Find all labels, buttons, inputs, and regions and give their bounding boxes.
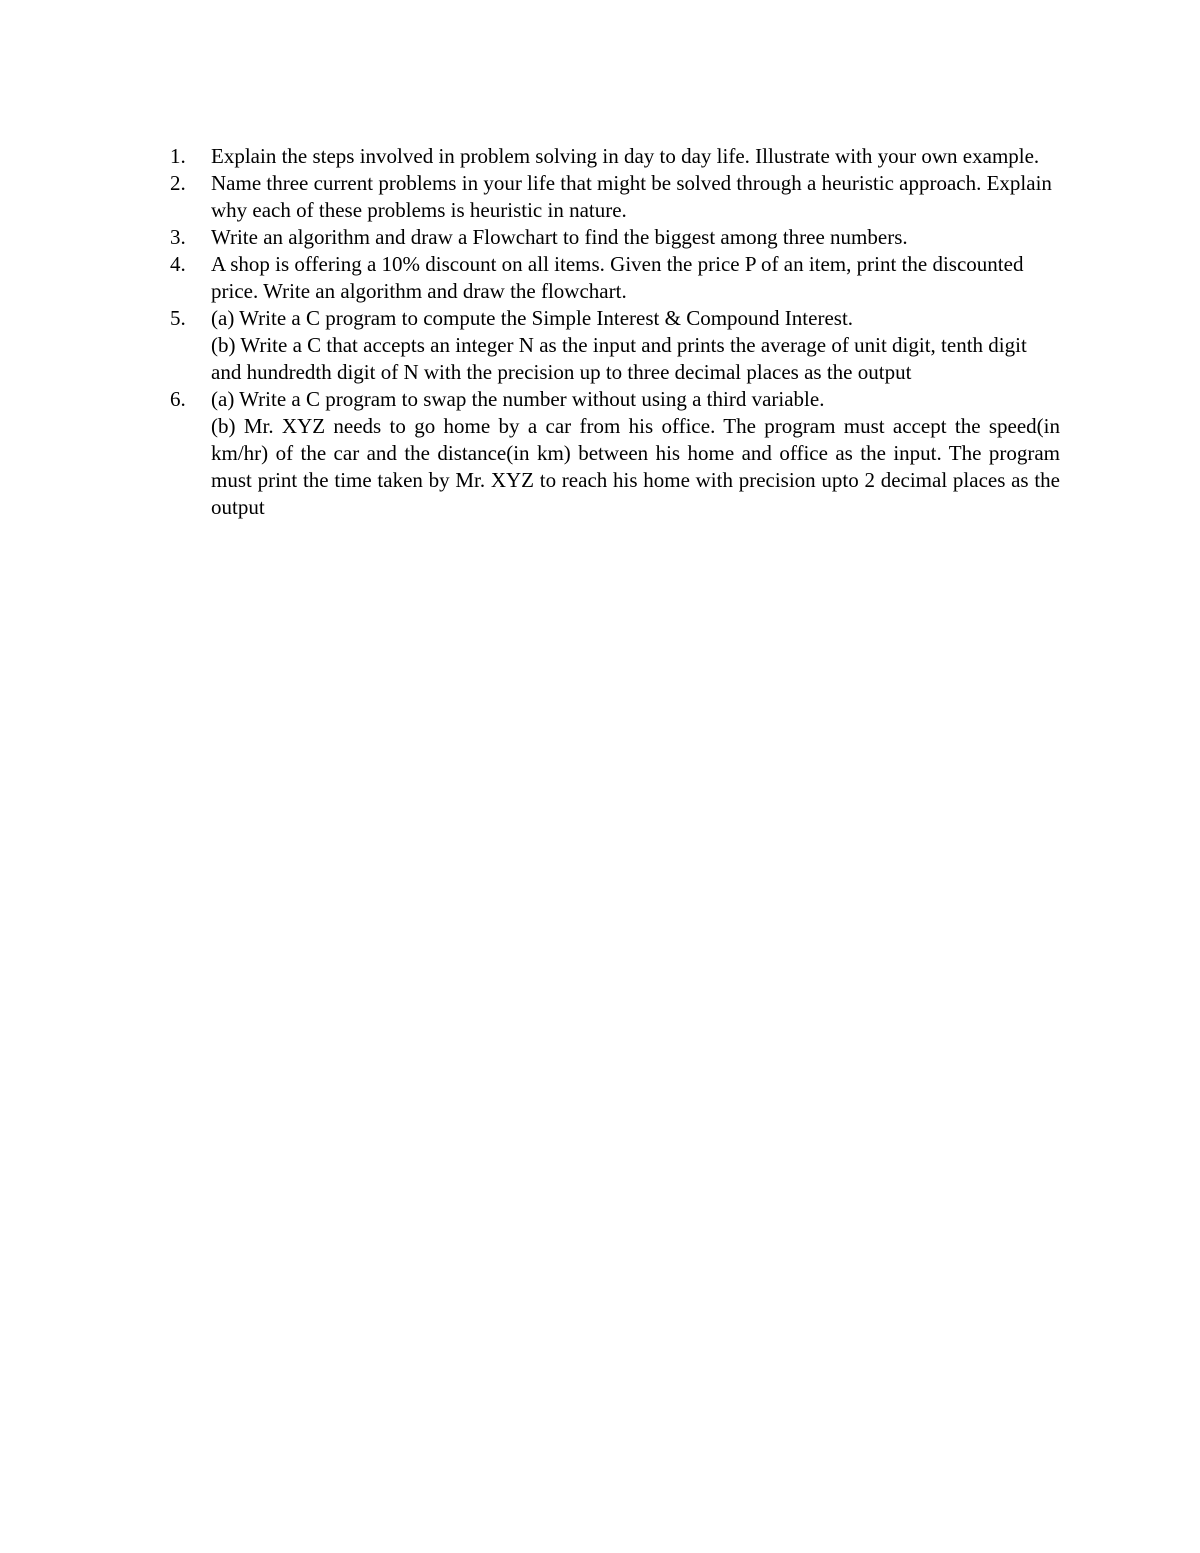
question-list — [170, 143, 1060, 521]
question-text: A shop is offering a 10% discount on all items. Given the price P of an item, print the discounted price. Write an algorithm and draw the flowchart. — [211, 252, 1024, 303]
question-number: 5. — [170, 306, 186, 330]
question-part-a: (a) Write a C program to swap the number without using a third variable. — [211, 387, 825, 411]
question-number: 3. — [170, 225, 186, 249]
question-item-1 — [170, 143, 1060, 170]
question-number: 6. — [170, 387, 186, 411]
question-number: 2. — [170, 171, 186, 195]
question-part-b: (b) Write a C that accepts an integer N as the input and prints the average of unit digit, tenth digit and hundredth digit of N with the precision up to three decimal places as the output — [211, 333, 1027, 384]
question-item-5 — [170, 305, 1060, 386]
question-item-3 — [170, 224, 1060, 251]
question-item-6 — [170, 386, 1060, 521]
question-part-a: (a) Write a C program to compute the Simple Interest & Compound Interest. — [211, 306, 854, 330]
question-text: Name three current problems in your life that might be solved through a heuristic approach. Explain why each of these problems is heuristic in nature. — [211, 171, 1052, 222]
question-item-4 — [170, 251, 1060, 305]
question-text: Explain the steps involved in problem solving in day to day life. Illustrate with your own example. — [211, 144, 1040, 168]
question-number: 4. — [170, 252, 186, 276]
question-text: Write an algorithm and draw a Flowchart to find the biggest among three numbers. — [211, 225, 908, 249]
question-number: 1. — [170, 144, 186, 168]
question-item-2 — [170, 170, 1060, 224]
question-part-b: (b) Mr. XYZ needs to go home by a car from his office. The program must accept the speed(in km/hr) of the car and the distance(in km) between his home and office as the input. The program must print the time taken by Mr. XYZ to reach his home with precision upto 2 decimal places as the output — [211, 414, 1060, 519]
